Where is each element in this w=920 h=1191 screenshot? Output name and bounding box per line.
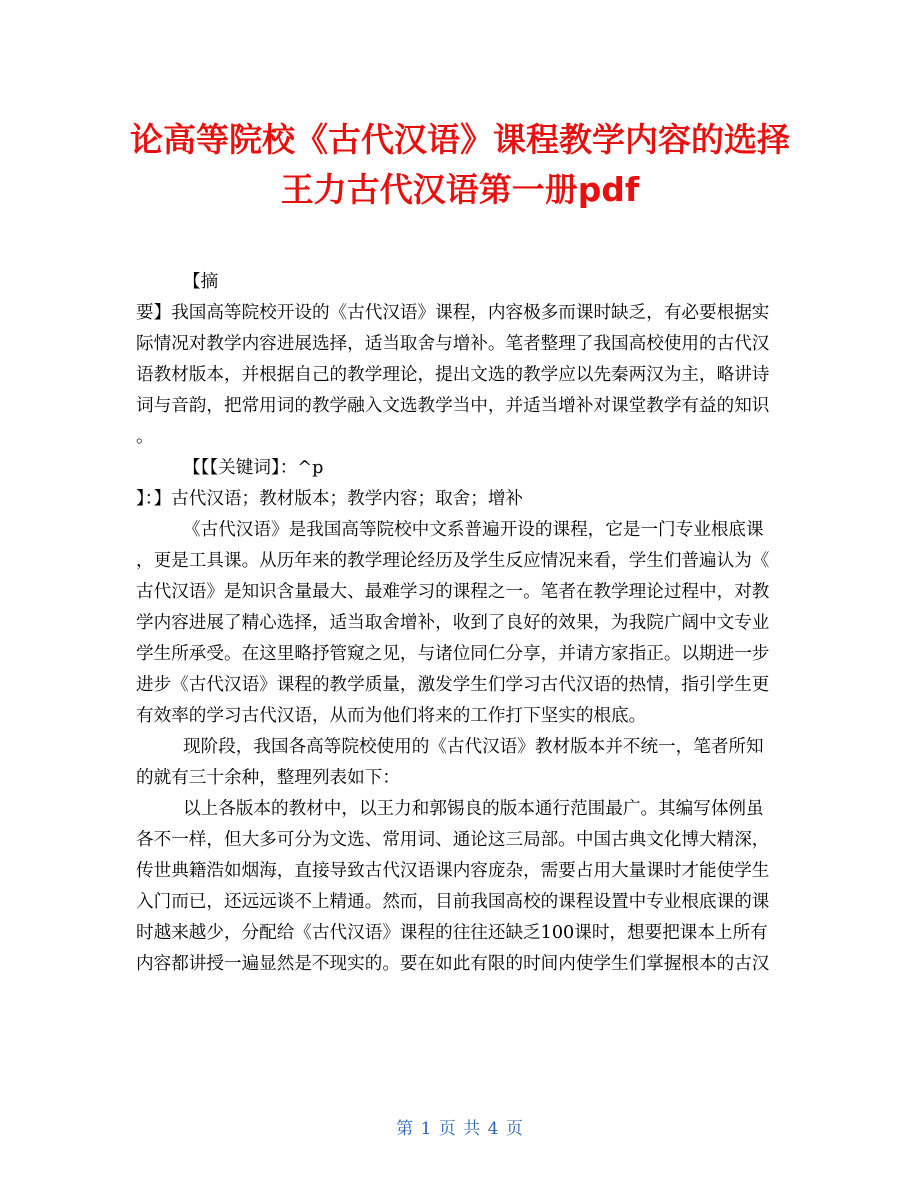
text-line: 的就有三十余种，整理列表如下： (136, 768, 400, 788)
text-line: 各不一样，但大多可分为文选、常用词、通论这三局部。中国古典文化博大精深， (136, 830, 770, 850)
text-line: 际情况对教学内容进展选择，适当取舍与增补。笔者整理了我国高校使用的古代汉 (136, 334, 770, 354)
text-line: 有效率的学习古代汉语，从而为他们将来的工作打下坚实的根底。 (136, 706, 647, 726)
text-line: 。 (136, 427, 154, 447)
text-line: 入门而已，还远远谈不上精通。然而，目前我国高校的课程设置中专业根底课的课 (136, 892, 770, 912)
text-line: 语教材版本，并根据自己的教学理论，提出文选的教学应以先秦两汉为主，略讲诗 (136, 365, 770, 385)
text-line: 传世典籍浩如烟海，直接导致古代汉语课内容庞杂，需要占用大量课时才能使学生 (136, 861, 770, 881)
text-line: 时越来越少，分配给《古代汉语》课程的往往还缺乏100课时，想要把课本上所有 (136, 923, 768, 943)
title-line-2: 王力古代汉语第一册pdf (280, 170, 640, 209)
text-line: 【摘 (183, 272, 219, 292)
text-line: 】：】古代汉语；教材版本；教学内容；取舍；增补 (136, 489, 524, 509)
text-line: 《古代汉语》是我国高等院校中文系普遍开设的课程，它是一门专业根底课 (183, 520, 764, 540)
text-line: 要】我国高等院校开设的《古代汉语》课程，内容极多而课时缺乏，有必要根据实 (136, 303, 770, 323)
page-footer: 第 1 页 共 4 页 (396, 1119, 524, 1139)
text-line: ，更是工具课。从历年来的教学理论经历及学生反应情况来看，学生们普遍认为《 (136, 551, 770, 571)
text-line: 【【【关键词】：^p (183, 458, 324, 478)
body-text (136, 267, 786, 980)
text-line: 学生所承受。在这里略抒管窥之见，与诸位同仁分享，并请方家指正。以期进一步 (136, 644, 770, 664)
title-line-1: 论高等院校《古代汉语》课程教学内容的选择 (130, 120, 790, 159)
text-line: 现阶段，我国各高等院校使用的《古代汉语》教材版本并不统一，笔者所知 (183, 737, 764, 757)
text-line: 词与音韵，把常用词的教学融入文选教学当中，并适当增补对课堂教学有益的知识 (136, 396, 770, 416)
text-line: 以上各版本的教材中，以王力和郭锡良的版本通行范围最广。其编写体例虽 (183, 799, 764, 819)
text-line: 内容都讲授一遍显然是不现实的。要在如此有限的时间内使学生们掌握根本的古汉 (136, 954, 770, 974)
text-line: 学内容进展了精心选择，适当取舍增补，收到了良好的效果，为我院广阔中文专业 (136, 613, 770, 633)
text-line: 进步《古代汉语》课程的教学质量，激发学生们学习古代汉语的热情，指引学生更 (136, 675, 770, 695)
text-line: 古代汉语》是知识含量最大、最难学习的课程之一。笔者在教学理论过程中，对教 (136, 582, 770, 602)
